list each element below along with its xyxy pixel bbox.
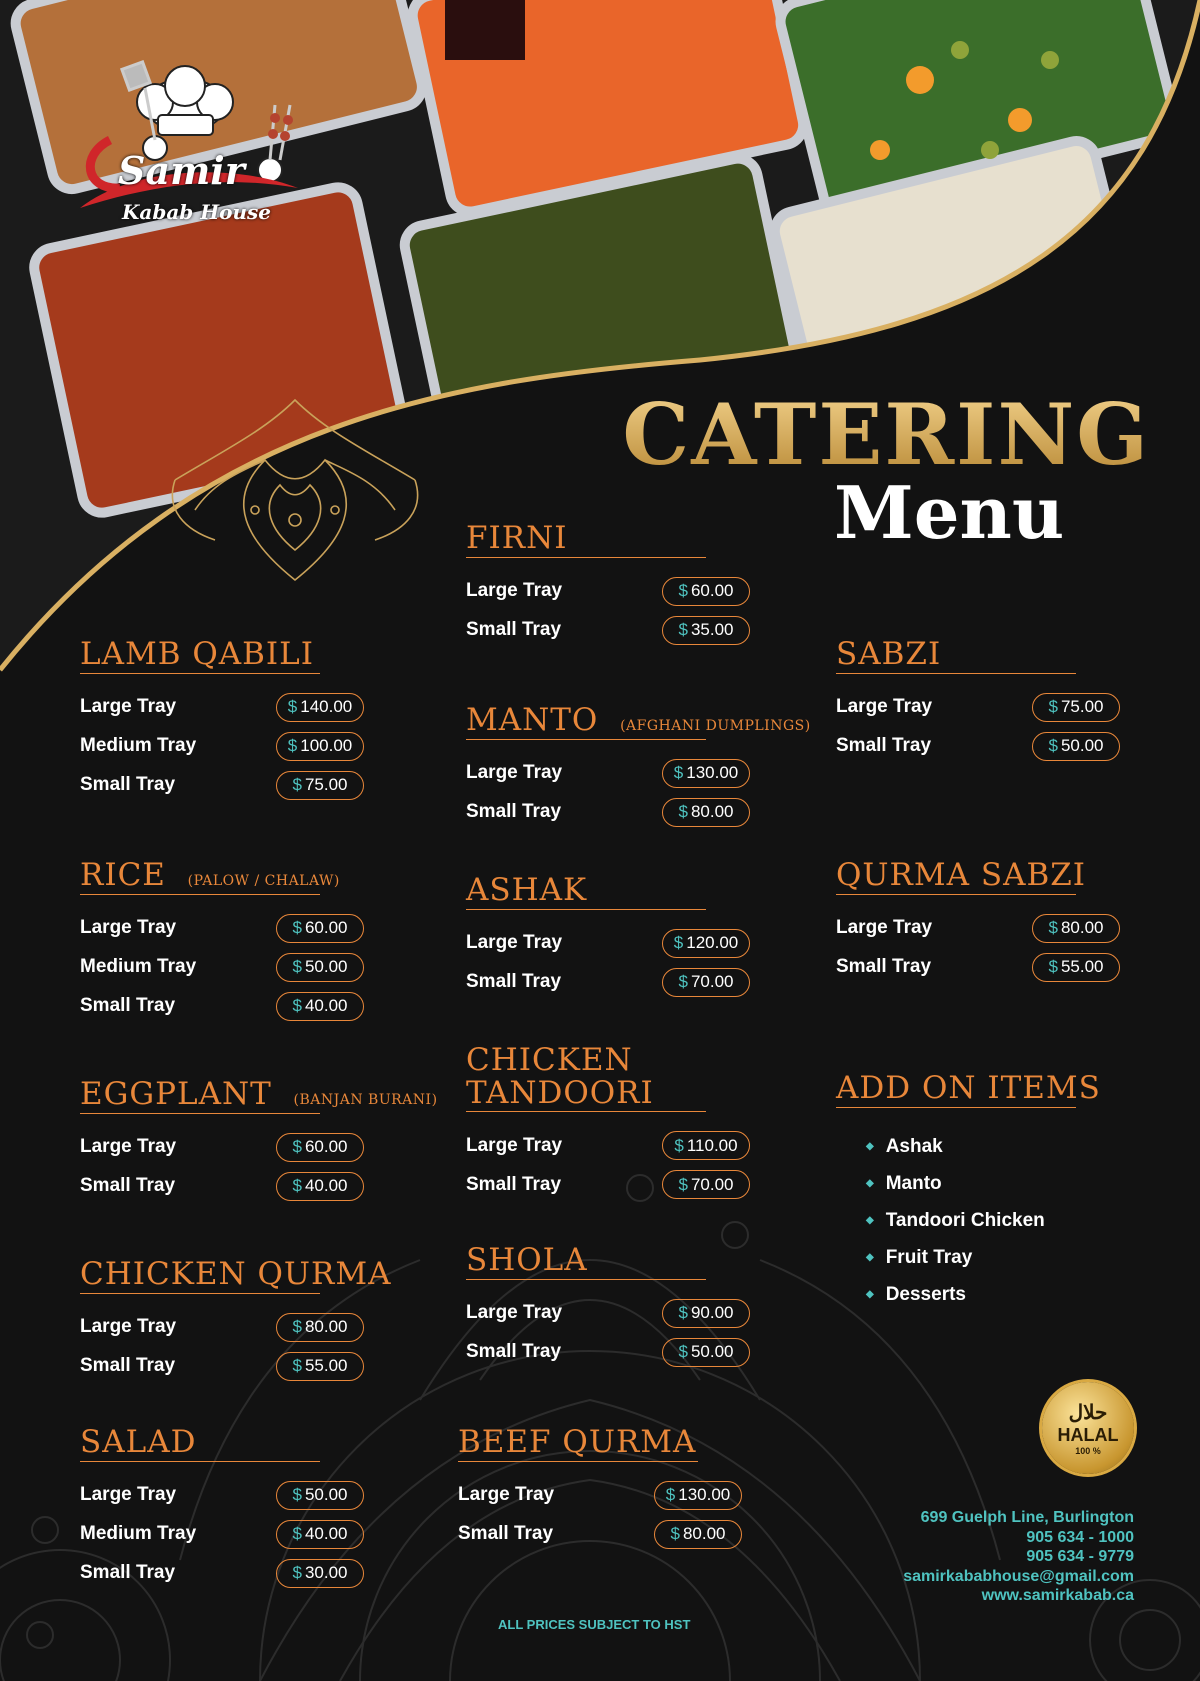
price-tag: $ 30.00	[276, 1559, 364, 1588]
item-label: Small Tray	[466, 971, 562, 993]
menu-row	[466, 1294, 750, 1333]
section-title: SABZI	[836, 638, 1076, 674]
item-label: Medium Tray	[80, 735, 197, 757]
menu-row	[836, 727, 1120, 766]
price-tag: $ 35.00	[662, 616, 750, 645]
phone-1: 905 634 - 1000	[1026, 1528, 1134, 1546]
section-firni	[466, 522, 750, 650]
price-tag: $ 60.00	[662, 577, 750, 606]
item-label: Small Tray	[836, 956, 932, 978]
price-tag: $ 70.00	[662, 1170, 750, 1199]
item-label: Large Tray	[80, 1484, 177, 1506]
catering-title: CATERING	[622, 385, 1150, 484]
menu-row	[80, 1347, 364, 1386]
item-label: Small Tray	[458, 1523, 554, 1545]
section-manto	[466, 702, 811, 832]
section-rice	[80, 859, 364, 1026]
diamond-bullet-icon: ◆	[866, 1178, 874, 1189]
diamond-bullet-icon: ◆	[866, 1215, 874, 1226]
price-tag: $ 140.00	[276, 693, 364, 722]
price-tag: $ 50.00	[662, 1338, 750, 1367]
list-item: ◆ Desserts	[866, 1283, 966, 1305]
menu-row	[80, 1554, 364, 1593]
menu-row	[466, 754, 750, 793]
section-chicken-tandoori	[466, 1044, 750, 1204]
price-tag: $ 50.00	[276, 1481, 364, 1510]
section-title: RICE (PALOW / CHALAW)	[80, 857, 340, 893]
menu-row	[466, 572, 750, 611]
diamond-bullet-icon: ◆	[866, 1252, 874, 1263]
price-tag: $ 75.00	[276, 771, 364, 800]
addon-list	[866, 1128, 1045, 1313]
section-lamb-qabili	[80, 638, 364, 805]
section-title: SALAD	[80, 1426, 320, 1462]
section-title: MANTO (AFGHANI DUMPLINGS)	[466, 702, 811, 738]
section-title: LAMB QABILI	[80, 638, 320, 674]
section-title: CHICKEN TANDOORI	[466, 1044, 706, 1112]
logo-tagline: Kabab House	[122, 200, 271, 224]
item-label: Large Tray	[466, 932, 563, 954]
item-label: Medium Tray	[80, 956, 197, 978]
item-label: Small Tray	[80, 1562, 176, 1584]
menu-row	[80, 909, 364, 948]
section-title: FIRNI	[466, 522, 706, 558]
item-label: Large Tray	[466, 1302, 563, 1324]
section-title: CHICKEN QURMA	[80, 1256, 392, 1292]
item-label: Large Tray	[466, 580, 563, 602]
menu-row	[80, 727, 364, 766]
price-tag: $ 130.00	[654, 1481, 742, 1510]
price-tag: $ 130.00	[662, 759, 750, 788]
gold-mandala-ornament	[155, 390, 435, 590]
menu-row	[466, 1126, 750, 1165]
section-title: EGGPLANT (BANJAN BURANI)	[80, 1076, 438, 1112]
price-tag: $ 50.00	[276, 953, 364, 982]
item-label: Large Tray	[80, 696, 177, 718]
menu-row	[466, 963, 750, 1002]
item-label: Large Tray	[466, 1134, 563, 1156]
menu-row	[80, 1515, 364, 1554]
menu-row	[80, 1308, 364, 1347]
footer-note: ALL PRICES SUBJECT TO HST	[498, 1617, 691, 1632]
menu-title: Menu	[834, 470, 1065, 555]
item-label: Medium Tray	[80, 1523, 197, 1545]
section-eggplant	[80, 1076, 438, 1206]
price-tag: $ 55.00	[276, 1352, 364, 1381]
price-tag: $ 110.00	[662, 1131, 750, 1160]
contact-info	[903, 1508, 1134, 1606]
list-item: ◆ Ashak	[866, 1135, 943, 1157]
price-tag: $ 100.00	[276, 732, 364, 761]
section-title: ASHAK	[466, 874, 706, 910]
item-label: Small Tray	[466, 1341, 562, 1363]
section-title: BEEF QURMA	[458, 1424, 697, 1460]
item-label: Small Tray	[80, 774, 176, 796]
section-title: ADD ON ITEMS	[836, 1070, 1101, 1106]
menu-row	[80, 766, 364, 805]
section-chicken-qurma	[80, 1256, 392, 1386]
price-tag: $ 80.00	[276, 1313, 364, 1342]
item-label: Large Tray	[836, 917, 933, 939]
section-beef-qurma	[458, 1426, 742, 1554]
menu-row	[458, 1515, 742, 1554]
phone-2: 905 634 - 9779	[1026, 1548, 1134, 1565]
item-label: Small Tray	[466, 619, 562, 641]
menu-row	[836, 948, 1120, 987]
item-label: Small Tray	[80, 1175, 176, 1197]
logo-name: Samir	[118, 148, 245, 193]
price-tag: $ 90.00	[662, 1299, 750, 1328]
section-qurma-sabzi	[836, 859, 1120, 987]
price-tag: $ 50.00	[1032, 732, 1120, 761]
price-tag: $ 80.00	[1032, 914, 1120, 943]
item-label: Large Tray	[80, 1136, 177, 1158]
menu-row	[80, 948, 364, 987]
price-tag: $ 120.00	[662, 929, 750, 958]
menu-row	[80, 688, 364, 727]
website-link[interactable]: www.samirkabab.ca	[981, 1587, 1134, 1604]
item-label: Large Tray	[458, 1484, 555, 1506]
price-tag: $ 75.00	[1032, 693, 1120, 722]
price-tag: $ 55.00	[1032, 953, 1120, 982]
menu-row	[458, 1476, 742, 1515]
price-tag: $ 40.00	[276, 1172, 364, 1201]
section-shola	[466, 1244, 750, 1372]
menu-row	[80, 1128, 364, 1167]
item-label: Small Tray	[836, 735, 932, 757]
menu-row	[466, 793, 750, 832]
menu-row	[466, 1333, 750, 1372]
menu-row	[80, 987, 364, 1026]
price-tag: $ 40.00	[276, 1520, 364, 1549]
menu-row	[836, 909, 1120, 948]
item-label: Large Tray	[80, 1316, 177, 1338]
address: 699 Guelph Line, Burlington	[920, 1509, 1134, 1526]
list-item: ◆ Tandoori Chicken	[866, 1209, 1045, 1231]
item-label: Large Tray	[466, 762, 563, 784]
section-add-on-items	[836, 1070, 1101, 1108]
menu-row	[466, 1165, 750, 1204]
diamond-bullet-icon: ◆	[866, 1289, 874, 1300]
menu-row	[466, 611, 750, 650]
price-tag: $ 80.00	[654, 1520, 742, 1549]
menu-row	[80, 1167, 364, 1206]
item-label: Small Tray	[80, 995, 176, 1017]
item-label: Small Tray	[80, 1355, 176, 1377]
samir-kabab-house-logo	[70, 60, 310, 235]
price-tag: $ 60.00	[276, 914, 364, 943]
section-title: SHOLA	[466, 1244, 706, 1280]
price-tag: $ 80.00	[662, 798, 750, 827]
list-item: ◆ Fruit Tray	[866, 1246, 973, 1268]
section-sabzi	[836, 638, 1120, 766]
list-item: ◆ Manto	[866, 1172, 942, 1194]
item-label: Large Tray	[80, 917, 177, 939]
section-title: QURMA SABZI	[836, 857, 1087, 893]
section-ashak	[466, 874, 750, 1002]
price-tag: $ 40.00	[276, 992, 364, 1021]
diamond-bullet-icon: ◆	[866, 1141, 874, 1152]
menu-row	[466, 924, 750, 963]
item-label: Large Tray	[836, 696, 933, 718]
halal-badge: حلال HALAL 100 %	[1042, 1382, 1134, 1474]
email-link[interactable]: samirkababhouse@gmail.com	[903, 1567, 1134, 1585]
menu-row	[836, 688, 1120, 727]
price-tag: $ 60.00	[276, 1133, 364, 1162]
price-tag: $ 70.00	[662, 968, 750, 997]
section-salad	[80, 1426, 364, 1593]
menu-row	[80, 1476, 364, 1515]
item-label: Small Tray	[466, 801, 562, 823]
item-label: Small Tray	[466, 1173, 562, 1195]
